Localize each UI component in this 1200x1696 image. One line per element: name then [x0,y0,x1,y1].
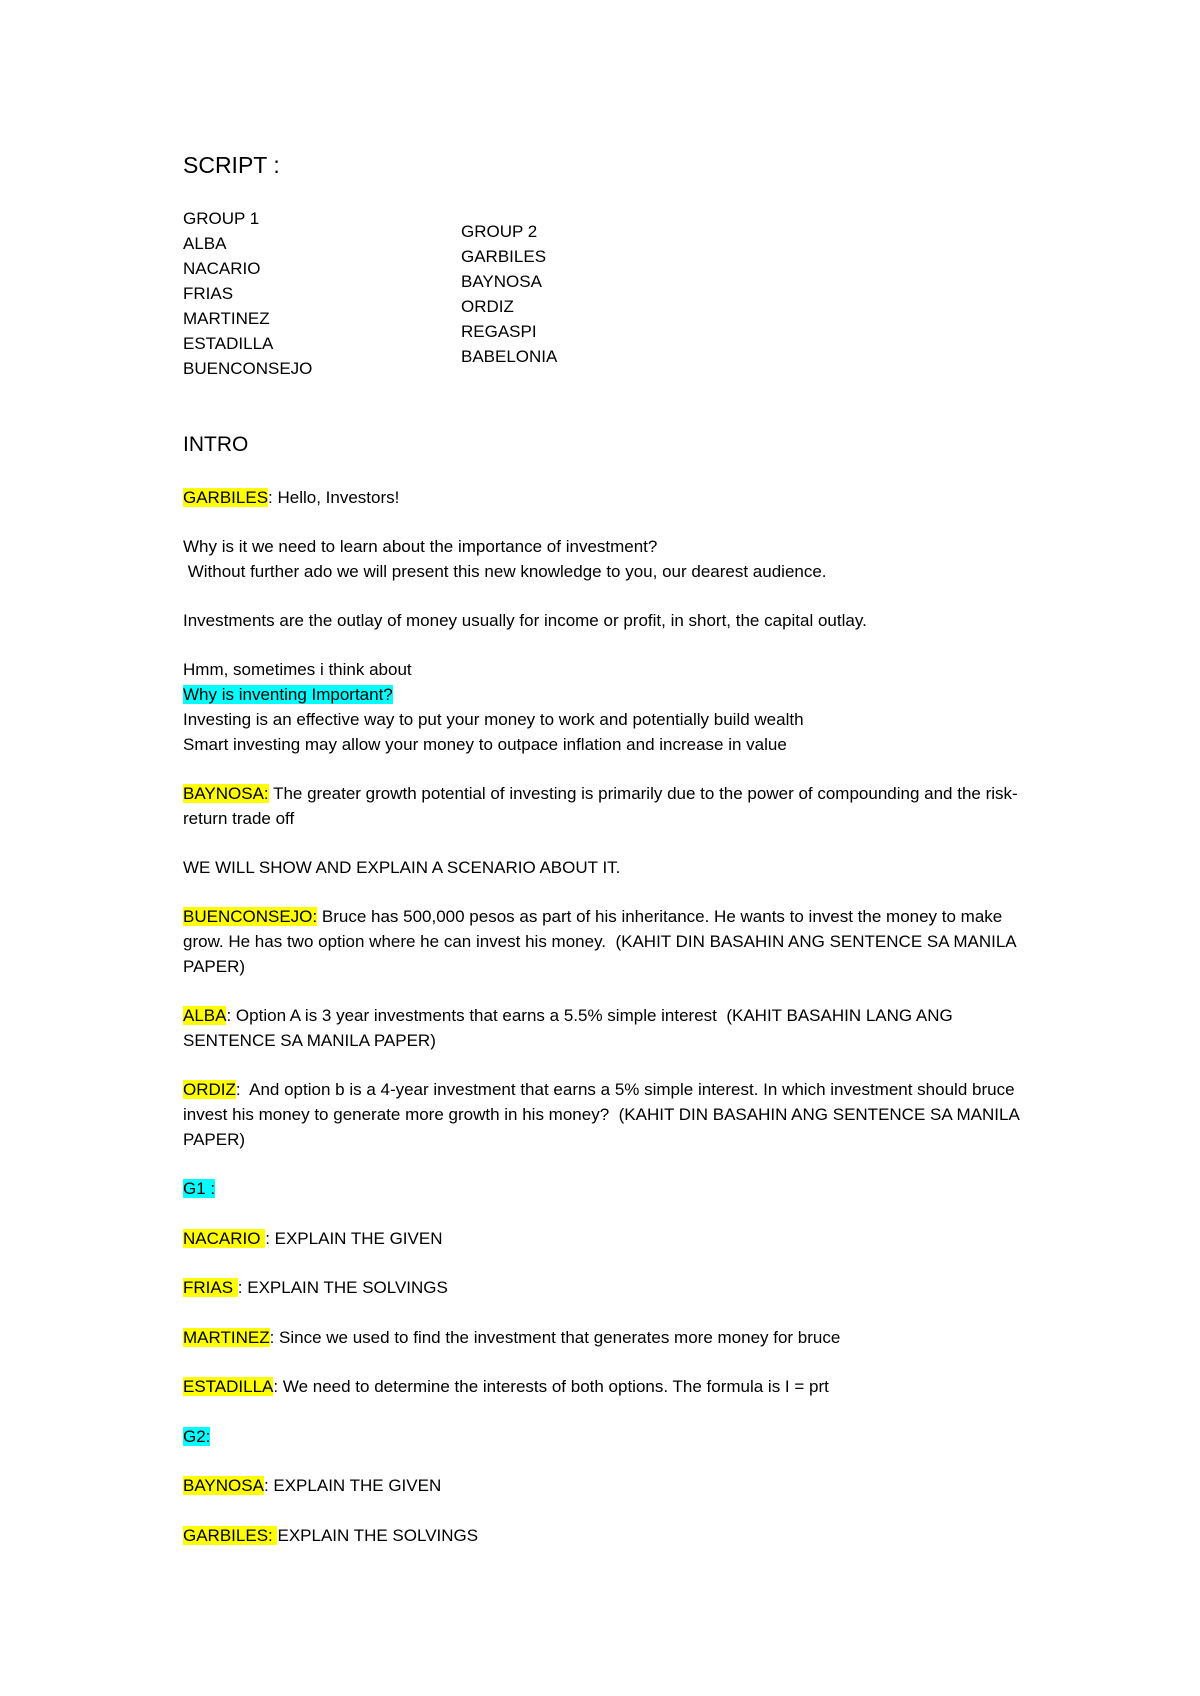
highlighted-question: Why is inventing Important? [183,685,393,704]
group-1-member: BUENCONSEJO [183,359,313,378]
speaker-text: : EXPLAIN THE GIVEN [265,1229,443,1248]
speaker-name: ESTADILLA [183,1377,274,1396]
group-1-member: ALBA [183,234,227,253]
speaker-text: : EXPLAIN THE SOLVINGS [237,1278,448,1297]
group-1-heading: GROUP 1 [183,209,260,228]
speaker-text: : Since we used to find the investment that generates more money for bruce [269,1328,841,1347]
group-2-heading: GROUP 2 [461,222,538,241]
group-2-member: REGASPI [461,322,537,341]
group-2-member: BABELONIA [461,347,558,366]
document-title: SCRIPT : [183,152,280,178]
script-line-alba [183,1003,1023,1053]
speaker-name: MARTINEZ [183,1328,270,1347]
group-2-list [461,219,557,369]
paragraph-line: WE WILL SHOW AND EXPLAIN A SCENARIO ABOUT IT. [183,858,621,877]
group-1-list [183,206,312,381]
group-1-member: NACARIO [183,259,261,278]
script-line-buenconsejo [183,904,1023,979]
paragraph-line: Hmm, sometimes i think about [183,660,412,679]
paragraph-line: Why is it we need to learn about the importance of investment? [183,537,658,556]
speaker-text: : EXPLAIN THE GIVEN [263,1476,442,1495]
speaker-text: The greater growth potential of investing is primarily due to the power of compounding and the risk-return trade off [183,784,1018,828]
group-1-member: ESTADILLA [183,334,274,353]
paragraph-line: Investing is an effective way to put your money to work and potentially build wealth [183,710,804,729]
group-1-member: MARTINEZ [183,309,270,328]
speaker-name: BAYNOSA [183,1476,264,1495]
speaker-text: : Hello, Investors! [268,488,400,507]
speaker-name: FRIAS [183,1278,238,1297]
speaker-text: Bruce has 500,000 pesos as part of his inheritance. He wants to invest the money to make grow. He has two option where he can invest his money. (KAHIT DIN BASAHIN ANG SENTENCE SA MANILA PAPER) [183,907,1021,976]
speaker-text: EXPLAIN THE SOLVINGS [277,1526,479,1545]
script-line-baynosa-2 [183,1473,441,1498]
group-2-member: GARBILES [461,247,547,266]
speaker-name: NACARIO [183,1229,266,1248]
paragraph-line: Without further ado we will present this new knowledge to you, our dearest audience. [183,562,827,581]
script-line-baynosa [183,781,1023,831]
speaker-name: BUENCONSEJO: [183,907,318,926]
script-line-garbiles-2 [183,1523,478,1548]
paragraph-line: Investments are the outlay of money usually for income or profit, in short, the capital outlay. [183,611,867,630]
speaker-text: : We need to determine the interests of both options. The formula is I = prt [273,1377,829,1396]
speaker-name: BAYNOSA: [183,784,269,803]
speaker-text: : Option A is 3 year investments that earns a 5.5% simple interest (KAHIT BASAHIN LANG ANG SENTENCE SA MANILA PAPER) [183,1006,958,1050]
group-1-member: FRIAS [183,284,234,303]
speaker-name: ORDIZ [183,1080,236,1099]
section-label: G2: [183,1427,211,1446]
group-2-member: BAYNOSA [461,272,542,291]
paragraph-line: Smart investing may allow your money to outpace inflation and increase in value [183,735,787,754]
script-line-garbiles [183,485,399,510]
section-marker-g2 [183,1424,210,1449]
speaker-name: GARBILES [183,488,269,507]
section-marker-g1 [183,1176,215,1201]
script-line-nacario [183,1226,442,1251]
paragraph-line [183,682,393,707]
speaker-name: ALBA [183,1006,227,1025]
speaker-name: GARBILES: [183,1526,278,1545]
script-line-estadilla [183,1374,829,1399]
speaker-text: : And option b is a 4-year investment that earns a 5% simple interest. In which investment should bruce invest his money to generate more growth in his money? (KAHIT DIN BASAHIN ANG SENTENCE SA MANILA PAPER) [183,1080,1024,1149]
script-line-ordiz [183,1077,1023,1152]
intro-heading: INTRO [183,433,249,456]
script-line-martinez [183,1325,840,1350]
section-label: G1 : [183,1179,216,1198]
group-2-member: ORDIZ [461,297,514,316]
script-line-frias [183,1275,448,1300]
